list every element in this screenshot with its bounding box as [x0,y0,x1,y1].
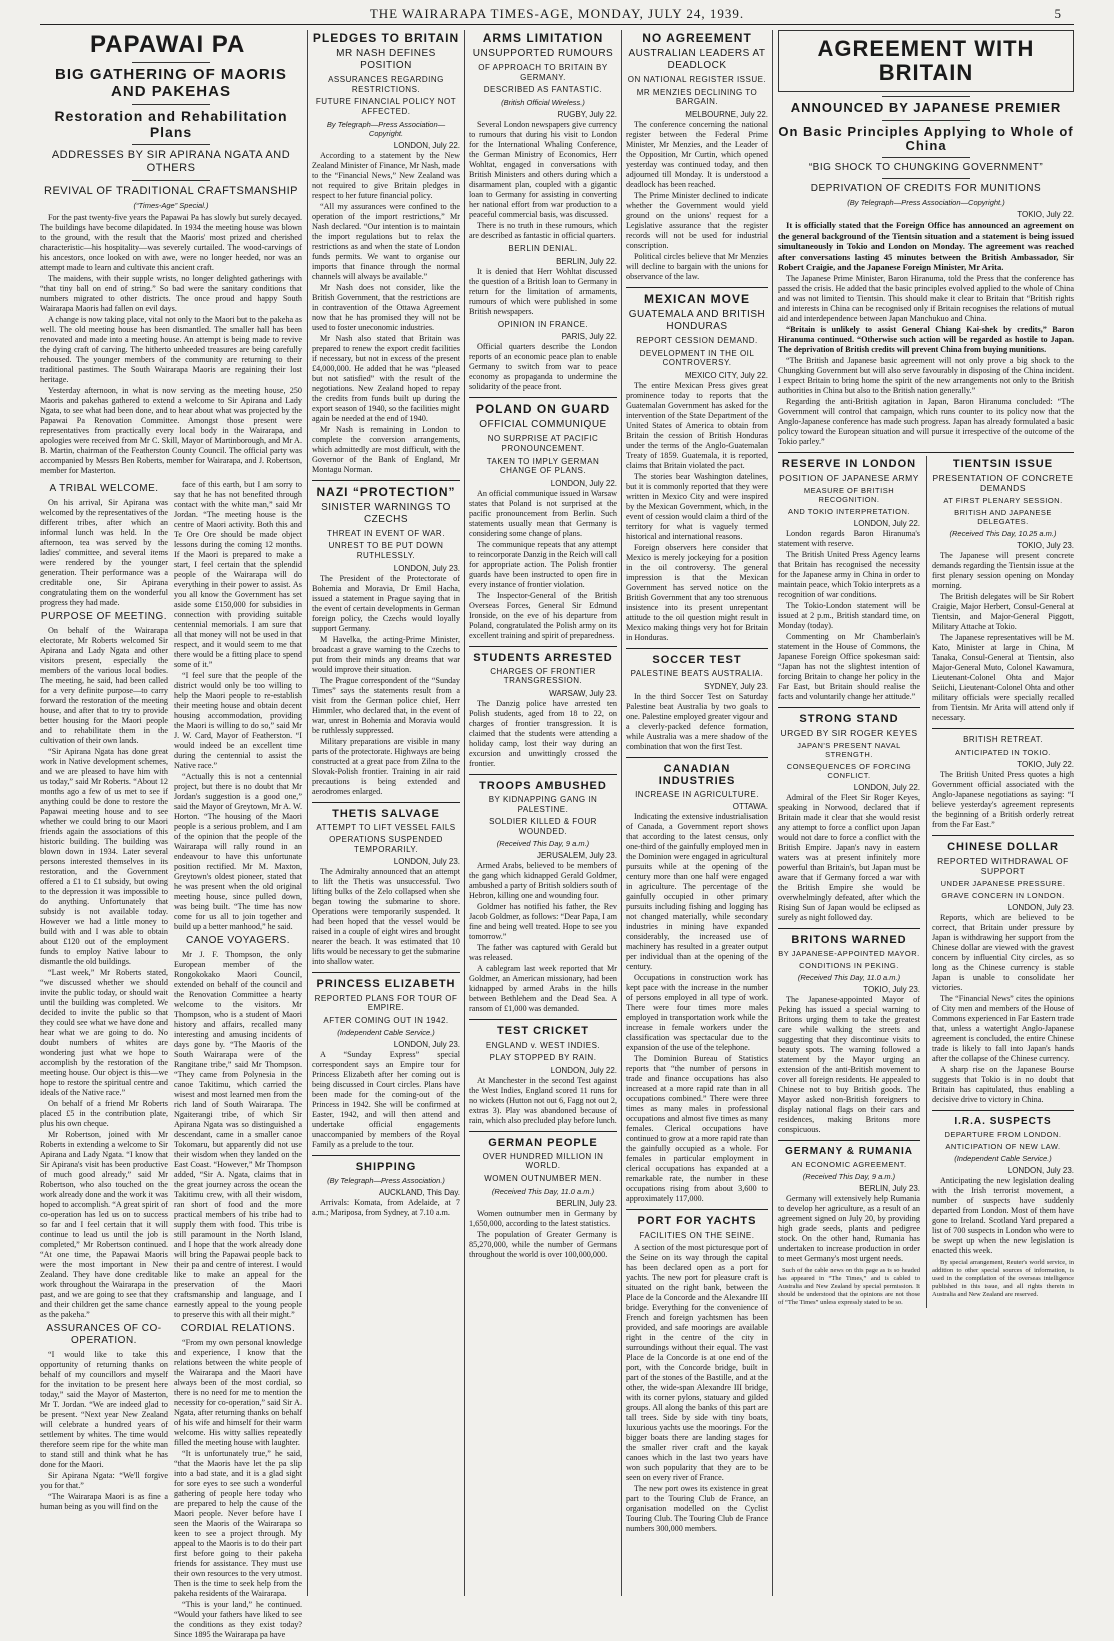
german-credit: (Received This Day, 11.0 a.m.) [491,1186,595,1196]
german-subhead: OVER HUNDRED MILLION IN WORLD. [482,1151,604,1171]
tientsin-credit: (Received This Day, 10.25 a.m.) [949,529,1057,539]
canadian-article [626,757,768,1205]
troops-headline: TROOPS AMBUSHED [479,780,607,792]
column-papawai [40,30,302,1639]
tientsin-subhead-3: BRITISH AND JAPANESE DELEGATES. [954,508,1052,527]
paragraph: On his arrival, Sir Apirana was welcomed by the representatives of the different tribes, after which an informal lunch was held. In the afternoon, tea was served by the ladies' committee, and several items were rendered by the younger generation. Their performance was a creditable one, Sir Apirana congratulating them on the wonderful progress they had made. [40,497,168,607]
dateline: PARIS, July 22. [561,332,617,342]
paragraph: Admiral of the Fleet Sir Roger Keyes, speaking in Norwood, declared that if Britain made it clear that she would resist any attempt to force a conflict upon Japan would not dare to force a conflict with the British Empire. Japan's navy in eastern waters was at present infinitely more powerful than Britain's, but Japan must be aware that if Germany forced a war with the British Empire she would be overwhelmingly defeated, after which the Rising Sun of Japan would be eclipsed as surely as night followed day. [778,793,920,923]
paragraph: “From my own personal knowledge and experience, I know that the relations between the white people of the Wairarapa and the Maori have always been of the most cordial, so there is no need for me to mention the necessity for co-operation,” said Sir A. Ngata, after returning thanks on behalf of his wife and himself for their warm welcome. His witty sallies repeatedly filled the meeting house with laughter. [174,1337,302,1447]
paragraph: The British delegates will be Sir Robert Craigie, Major Herbert, Consul-General at Tientsin, and Major-General Piggott, Military Attache at Tokio. [932,592,1074,632]
reuters-notice: By special arrangement, Reuter's world service, in addition to other special sources of information, is used in the compilation of the overseas intelligence published in this issue, and all rights therein in Australia and New Zealand are reserved. [932,1259,1074,1298]
paragraph: The Dominion Bureau of Statistics reports that “the number of persons in trade and finance occupations has also increased at a more rapid rate than in all occupations combined.” There were three times as many males in professional occupations and almost five times as many females. Clerical occupations have continued to grow at a more rapid rate than the gainfully occupied as a whole. For females in particular employment in clerical occupations has expanded at a remarkable rate, the number in these occupations rising from about 3,600 to approximately 117,000. [626,1054,768,1204]
cricket-subhead: ENGLAND v. WEST INDIES. [485,1040,601,1050]
german-article [469,1131,617,1260]
column-7 [926,456,1074,1308]
poland-subhead-2: NO SURPRISE AT PACIFIC PRONOUNCEMENT. [487,434,599,453]
papawai-paragraph: Yesterday afternoon, in what is now serving as the meeting house, 250 Maoris and pakehas gathered to extend a welcome to Sir Apirana and Lady Ngata, to see what had been done, and to hear about what was projected by the Papawai Pa Renovation Committee. Amongst those present were representatives from practically every local body in the Wairarapa, and apologies were received from Mr C. Skill, Mayor of Martinborough, and Mr A. B. Martin, chairman of the Featherston County Council. The official party was accompanied by Messrs Ben Roberts, member for Wairarapa, and J. Robertson, member for Masterton. [40,385,302,475]
keyes-subhead-2: JAPAN'S PRESENT NAVAL STRENGTH. [797,741,901,760]
troops-subhead-2: SOLDIER KILLED & FOUR WOUNDED. [489,817,597,836]
paragraph: The population of Greater Germany is 85,270,000, while the number of Germans throughout the world is over 100,000,000. [469,1229,617,1259]
divider [132,62,211,63]
paragraph: “This is your land,” he continued. “Would your fathers have liked to see the conditions as they exist today? Since 1895 the Wairarapa pa have [174,1599,302,1639]
papawai-subhead-2: Restoration and Rehabilitation Plans [54,108,288,140]
paragraph: According to a statement by the New Zealand Minister of Finance, Mr Nash, made to the “Financial News,” New Zealand was not required to give Britain pledges in respect to her future financial policy. [312,150,460,200]
column-rule [307,30,308,1596]
masthead [40,6,1074,24]
rumania-credit: (Received This Day, 9 a.m.) [802,1172,896,1182]
paragraph: The communique repeats that any attempt to reincorporate Danzig in the Reich will call for appropriate action. The Polish frontier guards have been instructed to open fire in every instance of frontier violation. [469,539,618,589]
paragraph: Military preparations are visible in many parts of the protectorate. Highways are being constructed at a great pace from Zilna to the Slovak-Polish frontier. Training in air raid precautions is being extended and aerodromes enlarged. [312,736,460,796]
agreement-dateline: MELBOURNE, July 22. [685,109,768,119]
pledges-headline: PLEDGES TO BRITAIN [312,31,460,45]
keyes-subhead: URGED BY SIR ROGER KEYES [780,728,918,739]
retreat-headline: BRITISH RETREAT. [963,735,1043,745]
retreat-dateline: TOKIO, July 22. [1017,759,1074,769]
poland-subhead: OFFICIAL COMMUNIQUE [479,419,607,431]
papawai-headline: PAPAWAI PA [90,31,246,58]
soccer-article [626,648,768,752]
paragraph: On behalf of the Wairarapa electorate, Mr Roberts welcomed Sir Apirana and Lady Ngata and other visitors present, especially the members of the various local bodies. The meeting, he said, had been called for a very definite purpose—to carry forward the restoration of the meeting house, and after that to try to provide better housing for the Maori people and to rehabilitate them in the cultivation of their own lands. [40,625,168,745]
section-heading: OPINION IN FRANCE. [497,319,589,329]
students-dateline: WARSAW, July 23. [549,689,617,698]
paragraph: Political circles believe that Mr Menzies will decline to bargain with the unions for observance of the law. [626,251,768,281]
yachts-subhead: FACILITIES ON THE SEINE. [639,1230,755,1240]
agreement-subhead-2: ON NATIONAL REGISTER ISSUE. [627,75,767,85]
retreat-article [932,728,1074,830]
paragraph: Occupations in construction work has kept pace with the increase in the number of persons employed in all type of work. There were four times more males employed in transportation work while the increase in female workers under the classification was spectacular due to the expansion of the use of the telephone. [626,973,768,1053]
paragraph: The Japanese will present concrete demands regarding the Tientsin issue at the first plenary session opening on Monday morning. [932,551,1074,591]
divider [132,144,211,145]
paragraph: The entire Mexican Press gives great prominence today to reports that the Guatemalan Government has asked for the intervention of the State Department of the United States of America to obtain from Britain the cession of British Honduras under the terms of the Anglo-Guatemalan Treaty of 1859. Guatemala, it is reported, claims that Britain violated the pact. [626,380,768,470]
thetis-article [312,802,460,968]
section-heading: CORDIAL RELATIONS. [180,1322,296,1334]
nazi-dateline: LONDON, July 23. [393,563,460,573]
paragraph: Arrivals: Komata, from Adelaide, at 7 a.m.; Mariposa, from Sydney, at 7.10 a.m. [312,1198,460,1218]
paragraph: The President of the Protectorate of Bohemia and Moravia, Dr Emil Hacha, issued a statement in Prague saying that in the event of certain developments in German foreign policy, the Czechs would loyally support Germany. [312,573,460,633]
keyes-headline: STRONG STAND [799,712,899,725]
mexican-subhead-3: DEVELOPMENT IN THE OIL CONTROVERSY. [639,348,755,368]
paragraph: There is no truth in these rumours, which are described as fantastic in official quarters. [469,220,617,240]
agreement-subhead: AUSTRALIAN LEADERS AT DEADLOCK [628,48,766,72]
column-rule [772,30,773,1596]
paragraph: A sharp rise on the Japanese Bourse suggests that Tokio is in no doubt that Britain has capitulated, thus enabling a decisive drive to victory in China. [932,1065,1074,1105]
dollar-article [932,835,1074,1105]
paragraph: “All my assurances were confined to the operation of the import restrictions,” Mr Nash declared. “Our intention is to maintain the import regulations but to relax the restrictions as and when the state of London funds permits. We want to organise our imports that finance through the normal channels will always be available.” [312,201,460,281]
mexican-headline: MEXICAN MOVE [643,291,750,306]
britons-warned-article [778,928,920,1135]
agreement-subhead-3: MR MENZIES DECLINING TO BARGAIN. [636,87,758,107]
elizabeth-article [312,972,460,1150]
students-subhead: CHARGES OF FRONTIER TRANSGRESSION. [490,666,596,686]
pledges-credit: By Telegraph—Press Association—Copyright. [326,119,446,138]
paragraph: At Manchester in the second Test against the West Indies, England scored 11 runs for no wickets (Hutton not out 6, Fagg not out 2, extras 3). Play was abandoned because of rain, which also precluded play before lunch. [469,1075,617,1125]
thetis-subhead-2: OPERATIONS SUSPENDED TEMPORARILY. [329,835,443,854]
paragraph: Foreign observers here consider that Mexico is merely jockeying for a position in the oil controversy. The general impression is that the Mexican Government has served notice on the British Government that any too strenuous insistence into its present unrepentant attitude to the oil question might result in Mexico making things very hot for Britain in Honduras. [626,542,768,642]
paragraph: The Prague correspondent of the “Sunday Times” says the statements result from a visit from the German police chief, Herr Himmler, who declared that, in the event of war, unrest in Bohemia and Moravia would be ruthlessly suppressed. [312,675,460,735]
poland-article [469,397,617,641]
britain-credit: (By Telegraph—Press Association—Copyright.) [847,198,1005,208]
keyes-subhead-3: CONSEQUENCES OF FORCING CONFLICT. [786,762,912,781]
paragraph: The “Financial News” cites the opinions of City men and members of the House of Commons experienced in Far Eastern trade that, unless a watertight Anglo-Japanese agreement is concluded, the entire Chinese trade is likely to fall into Japan's hands after the collapse of the Chinese currency. [932,994,1074,1064]
arms-credit: (British Official Wireless.) [501,97,585,107]
troops-credit: (Received This Day, 9 a.m.) [496,839,590,849]
elizabeth-credit: (Independent Cable Service.) [337,1028,435,1038]
paragraph: “I would like to take this opportunity of returning thanks on behalf of my councillors and myself for the invitation to be present here today,” said the Mayor of Masterton, Mr T. Jordan. “We are indeed glad to be present. “Next year New Zealand will celebrate a hundred years of settlement by whites. The time would therefore seem ripe for the white man to stand still and think what he has done for the Maori. [40,1349,168,1469]
britain-subhead: ANNOUNCED BY JAPANESE PREMIER [790,100,1062,116]
papawai-paragraph: The maidens, with their supple wrists, no longer delighted gatherings with “that tiny ball on end of string.” So bad were the sanitary conditions that numbers migrated to other districts. The once proud and happy South Wairarapa Maoris had fallen on evil days. [40,273,302,313]
section-heading: A TRIBAL WELCOME. [49,482,159,494]
pledges-subhead: MR NASH DEFINES POSITION [336,48,436,72]
paragraph: The conference concerning the national register between the Federal Prime Minister, Mr Menzies, and the Leader of the Opposition, Mr Curtin, which opened yesterday was continued today, and then adjourned till Monday. It is understood a deadlock has been reached. [626,119,768,189]
elizabeth-dateline: LONDON, July 23. [393,1040,460,1050]
column-rule [621,30,622,1596]
paragraph: Anticipating the new legislation dealing with the Irish terrorist movement, a number of suspects have suddenly departed from London. Most of them have gone to Ireland. Scotland Yard prepared a list of 700 suspects in London who were to be swept up when the new legislation is enacted this week. [932,1176,1074,1256]
column-rule [464,30,465,1596]
canadian-dateline: OTTAWA. [732,802,768,812]
poland-headline: POLAND ON GUARD [475,402,611,417]
paragraph: Mr Nash also stated that Britain was prepared to renew the export credit facilities if necessary, but not in excess of the present £4,000,000. He added that he was “pleased but not satisfied” with the result of the negotiations. New Zealand hoped to repay the credits from funds built up during the export season of 1940, so the facilities might again be needed at the end of 1940. [312,333,460,423]
retreat-subhead: ANTICIPATED IN TOKIO. [955,747,1051,757]
paragraph: Official quarters describe the London reports of an economic peace plan to enable Germany to switch from war to peace economy as propaganda to undermine the solidarity of the peace front. [469,342,617,392]
reserve-subhead-3: AND TOKIO INTERPRETATION. [788,506,910,516]
paragraph: The Tokio-London statement will be issued at 2 p.m., British standard time, on Monday (today). [778,600,920,630]
shipping-credit: (By Telegraph—Press Association.) [327,1176,445,1186]
britain-headline: AGREEMENT WITH BRITAIN [817,36,1035,86]
nazi-article [312,480,460,797]
tientsin-subhead-2: AT FIRST PLENARY SESSION. [943,496,1063,506]
page-number: 5 [1054,6,1062,21]
britain-subhead-2: On Basic Principles Applying to Whole of China [778,123,1074,153]
reserve-subhead-2: MEASURE OF BRITISH RECOGNITION. [803,485,895,504]
canadian-subhead: INCREASE IN AGRICULTURE. [635,789,759,799]
britons-warned-dateline: TOKIO, July 23. [863,985,920,995]
paragraph: In the third Soccer Test on Saturday Palestine beat Australia by two goals to one. Palestine employed greater vigour and a cleverly-packed defence formation, while Australia was a mere shadow of the combination that won the first Test. [626,691,768,751]
papawai-subhead-1: BIG GATHERING OF MAORIS AND PAKEHAS [55,66,287,100]
paragraph: The British United Press quotes a high Government official associated with the Anglo-Japanese negotiations as saying: “I believe yesterday's agreement represents the beginning of a British orderly retreat from the Far East.” [932,769,1074,829]
paragraph: Regarding the anti-British agitation in Japan, Baron Hiranuma concluded: “The Government will control that campaign, which runs counter to its policy now that the Anglo-Japanese conference has made such progress. Japan has already formulated a basic policy toward the European situation and will pursue it irrespective of the outcome of the Tokio parley.” [778,396,1074,446]
paragraph: Armed Arabs, believed to be members of the gang which kidnapped Gerald Goldmer, ambushed a party of British soldiers south of Hebron, killing one and wounding four. [469,861,617,901]
agreement-headline: NO AGREEMENT [642,31,752,45]
thetis-dateline: LONDON, July 23. [393,857,460,867]
troops-article [469,774,617,1014]
paragraph: “The British and Japanese basic agreement will not only prove a big shock to the Chungking Government but will also serve favourably in disposing of the China incident. I expect Britain to bring home the spirit of the new arrangements not only to the British authorities in China but also to the British nation generally.” [778,355,1074,395]
elizabeth-headline: PRINCESS ELIZABETH [316,978,456,991]
paragraph: The Danzig police have arrested ten Polish students, aged from 18 to 22, on charges of frontier transgression. It is claimed that the students were attending a holiday camp, lost their way during an excursion and unwittingly crossed the frontier. [469,699,617,768]
paragraph: London regards Baron Hiranuma's statement with reserve. [778,528,920,548]
soccer-subhead: PALESTINE BEATS AUSTRALIA. [630,669,764,679]
paragraph: Sir Apirana Ngata: “We'll forgive you for that.” [40,1470,168,1490]
britons-warned-subhead: BY JAPANESE-APPOINTED MAYOR. [778,949,920,959]
paragraph: Mr Nash does not consider, like the British Government, that the restrictions are in contravention of the Ottawa Agreement now that he has promised they will not be used to foster uneconomic industries. [312,282,460,332]
reserve-subhead: POSITION OF JAPANESE ARMY [779,472,919,483]
masthead-rule [40,24,1074,25]
paragraph: “Britain is unlikely to assist General Chiang Kai-shek by credits,” Baron Hiranuma continued. “Otherwise such action will be regarded as hostile to Japan. The deprivation of British credits will prevent China from buying munitions. [778,324,1074,354]
papawai-paragraph: A change is now taking place, vital not only to the Maori but to the pakeha as well. The old meeting house has been dismantled. The smaller hall has been renovated and made into a meeting house. An attempt is being made to revive the dying craft of carving. The hitherto unheeded treasures are being carefully rehoused. The younger members of the community are returning to their traditional pastimes. The South Wairarapa Maoris are regaining their lost heritage. [40,314,302,384]
column-6 [778,456,920,1308]
thetis-subhead: ATTEMPT TO LIFT VESSEL FAILS [316,822,456,832]
paragraph: The Japanese Prime Minister, Baron Hiranuma, told the Press that the conference has passed the crisis. He added that the basic principles evolved applied to the whole of China and was not limited to Tientsin. This should make it clear to Britain that “British rights and interests in China can be recognised only if Britain recognises the relations of mutual aid and interdependence between Japan Manchukuo and China. [778,273,1074,323]
paragraph: Goldmer has notified his father, the Rev Jacob Goldmer, as follows: “Dear Papa, I am fine and being well treated. Hope to see you tomorrow.” [469,902,617,942]
rumania-headline: GERMANY & RUMANIA [785,1146,913,1158]
arms-headline: ARMS LIMITATION [482,31,604,45]
papawai-left-column [40,480,168,1641]
paragraph: Reports, which are believed to be correct, that Britain under pressure by Japan is withdrawing her support from the Chinese dollar are viewed with the gravest concern by influential City circles, as so long as the Chinese currency is stable Japan is unable to consolidate her victories. [932,913,1074,993]
shipping-headline: SHIPPING [355,1161,417,1174]
paragraph: The new port owes its existence in great part to the Touring Club de France, an organisation modelled on the Cyclist Touring Club. The Touring Club de France numbers 300,000 members. [626,1484,768,1534]
papawai-paragraph: For the past twenty-five years the Papawai Pa has slowly but surely decayed. The buildings have become dilapidated. In 1934 the meeting house was blown to the ground, with the result that the Maoris' most prized and cherished characteristic—his hospitality—was severely curtailed. The wood-carvings of his ancestors, once looked on with awe, were no longer heeded, nor was an attempt made to learn and cultivate this ancient craft. [40,212,302,272]
papawai-credit: (“Times-Age” Special.) [133,200,209,210]
paragraph: “Sir Apirana Ngata has done great work in Native development schemes, and we are pleased to have him with us today,” said Mr Roberts. “About 12 months ago a few of us met to see if anything could be done to restore the Papawai meeting house and to see whether we could bring to our Maori friends again the associations of this historic building. The building was blown down in 1934. Later several persons interested themselves in its restoration, and the Government offered a £1 to £1 subsidy, but owing to the depression it was impossible to do anything. Unfortunately that subsidy is not available today. However we had a little money to build with and I was able to obtain about £120 out of the employment funds to employ Native labour to dismantle the old buildings. [40,746,168,966]
nazi-subhead: SINISTER WARNINGS TO CZECHS [321,501,451,525]
elizabeth-subhead: REPORTED PLANS FOR TOUR OF EMPIRE. [314,993,458,1013]
britons-warned-credit: (Received This Day, 11.0 a.m.) [797,973,901,983]
paragraph: M Havelka, the acting-Prime Minister, broadcast a grave warning to the Czechs to put from their minds any dreams that war would improve their situation. [312,634,460,674]
britain-dateline: TOKIO, July 22. [1017,210,1074,220]
keyes-article [778,707,920,923]
dateline: BERLIN, July 22. [556,256,617,266]
paragraph: The British United Press Agency learns that Britain has recognised the necessity for the Japanese army in China in order to maintain peace, which Tokio interprets as a recognition of war conditions. [778,549,920,599]
paragraph: Mr Robertson, joined with Mr Roberts in extending a welcome to Sir Apirana and Lady Ngata. “I know that Sir Apirana's visit has been productive of much good already,” said Mr Robertson, who also touched on the work already done and the work it was hoped to accomplish. “A great spirit of co-operation has led us on to success so far and I feel certain that it will continue to lead us until the job is completed,” Mr Robertson continued. “At one time, the Papawai Maoris were the most important in New Zealand. They have done creditable work throughout the Wairarapa in the past, and we are going to see that they and their children get the same chance as the pakeha.” [40,1129,168,1319]
paragraph: Mr J. F. Thompson, the only European member of the Rongokokako Maori Council, extended on behalf of the council and the Renovation Committee a hearty welcome to the visitors. Mr Thompson, who is a student of Maori history and affairs, recalled many interesting and amusing incidents of days gone by. “The Maoris of the South Wairarapa were of the Rangitane tribe,” said Mr Thompson. “They came from Polynesia in the canoe Takitimu, which carried the wisest and most learned men from the rich land of South Wairarapa. The Ngaiterangi tribe, of which Sir Apirana Ngata was so distinguished a descendant, came in a smaller canoe Tokomaru, but apparently did not use their wisdom when they landed on the East Coast. “However,” Mr Thompson added, “Sir A. Ngata, claims that in the great journey across the ocean the Takitimu crew, with all their wisdom, ran short of food and the more practical members of his tribe had to supply them with food. This tribe is still paramount in the North Island, and I hope that the work already done will bring the Papawai people back to their pa and centre of interest. I would like to make an appeal for the preservation of the Maori craftsmanship and language, and I earnestly appeal to the young people to preserve this with all their might.” [174,949,302,1319]
section-heading: PURPOSE OF MEETING. [40,610,168,622]
masthead-title: THE WAIRARAPA TIMES-AGE, MONDAY, JULY 24, 1939. [369,6,745,21]
paragraph: The stories bear Washington datelines, but it is commonly reported that they were written in Mexico City and were inspired by the Mexican Government, which, in the event of cession would claim a third of the territory for what is vaguely termed historical and international reasons. [626,471,768,541]
column-6-7 [778,30,1074,1596]
cricket-headline: TEST CRICKET [496,1025,590,1038]
paragraph: “Last week,” Mr Roberts stated, “we discussed whether we should invite the public today, or should wait until the building was completed. We decided to invite the public so that they could see what we have done and hear what we are going to do. No doubt numbers of whites are wondering just what we hope to accomplish by the restoration of the meeting house. Our object is this—we hope to restore the spiritual centre and ideals of the Native race.” [40,967,168,1097]
cricket-subhead-2: PLAY STOPPED BY RAIN. [489,1053,597,1063]
rumania-article [778,1140,920,1307]
nazi-headline: NAZI “PROTECTION” [316,484,456,499]
divider [882,157,971,158]
divider [882,96,971,97]
paragraph: A “Sunday Express” special correspondent says an Empire tour for Princess Elizabeth after her coming out is being discussed in Court circles. Plans have been made for the coming-out of the Princess in 1942. She will be confirmed at Easter, 1942, and will then attend and undertake official engagements unaccompanied by members of the Royal Family as a prelude to the tour. [312,1050,460,1150]
paragraph: The Japanese representatives will be M. Kato, Minister at large in China, M Tanaka, Consul-General at Tientsin, also Major-General Muto, Colonel Kawamura, Lieutenant-Colonel Ohta and Major Seiichi, Lieutenant-Colonel Ohta and other military officials were specially recalled from Tientsin. Mr Arita will attend only if necessary. [932,633,1074,723]
rumania-dateline: BERLIN, July 23. [859,1184,920,1194]
papawai-right-column [174,480,302,1641]
ira-credit: (Independent Cable Service.) [954,1154,1052,1164]
britons-warned-headline: BRITONS WARNED [791,934,907,947]
cricket-dateline: LONDON, July 22. [550,1065,617,1075]
paragraph: The Inspector-General of the British Overseas Forces, General Sir Edmund Ironside, on the eve of his departure from Poland, congratulated the Polish army on its excellent training and spirit of preparedness. [469,590,617,640]
mexican-subhead-2: REPORT CESSION DEMAND. [636,336,758,346]
paragraph: A section of the most picturesque port of the Seine on its way through the capital has been declared open as a port for yachts. The new port for pleasure craft is situated on the right bank, between the Place de la Concorde and the Alexandre III bridge. Everything for the convenience of French and foreign yachtsmen has been provided, and safe moorings are available right in the centre of the city in surroundings without their equal. The vast Place de la Concorde is at one end of the port, with the Concorde bridge, built in part of the stones of the Bastille, and at the other, the wide-span Alexandre III bridge, with its corner pylons, statuary and gilded groups. All along the banks of this part are tall trees. Side by side with tiny boats, luxurious yachts use the moorings. For the bigger boats there are landing stages for the smaller river craft and the kayak canoes which in the last two years have won such popularity that they are to be seen on every river of France. [626,1243,768,1483]
papawai-subhead-3: ADDRESSES BY SIR APIRANA NGATA AND OTHERS [51,149,291,175]
arms-dateline: RUGBY, July 22. [557,109,617,119]
students-headline: STUDENTS ARRESTED [473,651,613,664]
britain-lead: It is officially stated that the Foreign Office has announced an agreement on the general background of the Tientsin situation and a statement is being issued simultaneously in Tokio and London on Monday. The agreement was reached after conversations lasting 45 minutes between the British Ambassador, Sir Robert Craigie, and the Japanese Foreign Minister, Mr Arita. [778,220,1074,273]
paragraph: Mr Nash is remaining in London to complete the conversion arrangements, which admittedly are most difficult, with the Governor of the Bank of England, Mr Montagu Norman. [312,424,460,474]
nazi-subhead-3: UNREST TO BE PUT DOWN RUTHLESSLY. [328,541,444,560]
dollar-subhead-2: UNDER JAPANESE PRESSURE. [940,879,1066,889]
students-article [469,646,617,769]
tientsin-dateline: TOKIO, July 23. [1017,541,1074,551]
pledges-dateline: LONDON, July 22. [393,140,460,150]
shipping-article [312,1155,460,1218]
paragraph: An official communique issued in Warsaw states that Poland is not surprised at the pacific pronouncement from Berlin. Such statements usually mean that Germany is considering some change of plans. [469,488,617,538]
soccer-headline: SOCCER TEST [652,653,742,666]
britain-subhead-4: DEPRIVATION OF CREDITS FOR MUNITIONS [810,183,1042,195]
paragraph: The Prime Minister declined to indicate whether the Government would yield ground on the unions' request for a Legislative assurance that the register records will not be used for industrial conscription. [626,190,768,250]
paragraph: Women outnumber men in Germany by 1,650,000, according to the latest statistics. [469,1208,617,1228]
canadian-headline: CANADIAN INDUSTRIES [658,762,736,787]
papawai-subhead-4: REVIVAL OF TRADITIONAL CRAFTSMANSHIP [44,184,298,197]
column-4 [469,30,617,1596]
elizabeth-subhead-2: AFTER COMING OUT IN 1942. [323,1015,449,1025]
paragraph: On behalf of a friend Mr Roberts placed £5 in the contribution plate, plus his own cheque. [40,1098,168,1128]
tientsin-headline: TIENTSIN ISSUE [952,457,1054,470]
dollar-subhead-3: GRAVE CONCERN IN LONDON. [941,891,1065,901]
ira-subhead-2: ANTICIPATION OF NEW LAW. [945,1142,1061,1152]
paragraph: “Actually this is not a centennial project, but there is no doubt that Mr Jordan's suggestion is a good one,” said the Mayor of Greytown, Mr A. W. Horton. “The housing of the Maori people is a serious problem, and I am of the opinion that the people of the Wairarapa will rally round in an endeavour to have this unfortunate position rectified. Mr M. Maxton, Greytown's oldest pioneer, stated that he was present when the old original meeting house, since pulled down, was being built. “The time has now come for us all to join together and build up a better manhood,” he said. [174,771,302,931]
paragraph: Germany will extensively help Rumania to develop her agriculture, as a result of an agreement signed on July 20, by providing high grade seeds, plants and pedigree stock. On the other hand, Rumania has undertaken to increase production in order to meet Germany's most urgent needs. [778,1194,920,1264]
nazi-subhead-2: THREAT IN EVENT OF WAR. [327,528,445,538]
tientsin-subhead: PRESENTATION OF CONCRETE DEMANDS [932,472,1074,493]
paragraph: “The Wairarapa Maori is as fine a human being as you will find on the [40,1491,168,1511]
dollar-dateline: LONDON, July 23. [1007,903,1074,913]
column-5 [626,30,768,1596]
britain-subhead-3: “BIG SHOCK TO CHUNGKING GOVERNMENT” [808,162,1044,174]
section-heading: CANOE VOYAGERS. [185,934,290,946]
britain-headline-box [778,30,1074,92]
britons-warned-subhead-2: CONDITIONS IN PEKING. [799,961,899,971]
rumania-subhead: AN ECONOMIC AGREEMENT. [791,1160,907,1170]
ira-headline: I.R.A. SUSPECTS [954,1116,1052,1128]
thetis-headline: THETIS SALVAGE [332,807,440,820]
paragraph: “I feel sure that the people of the district would only be too willing to help the Maori people to re-establish their meeting house and obtain decent housing accommodation, providing the Maori is willing to do so,” said Mr J. W. Card, Mayor of Featherston. “I would indeed be an excellent time during the centennial to assist the Native race.” [174,670,302,770]
poland-subhead-3: TAKEN TO IMPLY GERMAN CHANGE OF PLANS. [486,456,600,476]
cricket-article [469,1019,617,1125]
german-dateline: BERLIN, July 23. [556,1198,617,1208]
divider [882,120,971,121]
troops-subhead: BY KIDNAPPING GANG IN PALESTINE. [488,795,598,814]
paragraph: Commenting on Mr Chamberlain's statement in the House of Commons, the Japanese Foreign Office spokesman said: “Japan has not the slightest intention of forcing Britain to change her policy in the Far East, but Britain should realise the facts and voluntarily change her attitude.” [778,631,920,701]
section-heading: BERLIN DENIAL. [508,243,578,253]
pledges-subhead-2: ASSURANCES REGARDING RESTRICTIONS. [328,75,444,94]
ira-dateline: LONDON, July 23. [1007,1166,1074,1176]
mexican-subhead: GUATEMALA AND BRITISH HONDURAS [628,309,766,333]
shipping-dateline: AUCKLAND, This Day. [378,1188,460,1198]
column-3 [312,30,460,1596]
arms-subhead-3: DESCRIBED AS FANTASTIC. [483,85,603,95]
reserve-dateline: LONDON, July 22. [853,518,920,528]
dollar-subhead: REPORTED WITHDRAWAL OF SUPPORT [937,855,1069,877]
reserve-headline: RESERVE IN LONDON [781,457,917,470]
ira-subhead: DEPARTURE FROM LONDON. [944,1130,1062,1140]
yachts-article [626,1209,768,1534]
poland-dateline: LONDON, July 22. [550,478,617,488]
arms-subhead: UNSUPPORTED RUMOURS [472,48,614,60]
mexican-article [626,287,768,643]
german-headline: GERMAN PEOPLE [488,1136,598,1149]
keyes-dateline: LONDON, July 22. [853,783,920,793]
paragraph: It is denied that Herr Wohltat discussed the question of a British loan to Germany in return for the limitation of armaments, rumours of which were published in some British newspapers. [469,266,617,316]
ira-article [932,1110,1074,1299]
soccer-dateline: SYDNEY, July 23. [704,681,768,691]
yachts-headline: PORT FOR YACHTS [637,1215,757,1228]
section-heading: ASSURANCES OF CO-OPERATION. [46,1322,162,1346]
arms-subhead-2: OF APPROACH TO BRITAIN BY GERMANY. [478,63,608,82]
german-subhead-2: WOMEN OUTNUMBER MEN. [484,1174,602,1184]
paragraph: The Admiralty announced that an attempt to lift the Thetis was unsuccessful. Two lifting bulks of the Zelo collapsed when she began towing the submarine to shore. Operations were temporarily suspended. It had been hoped that the vessel would be raised in a couple of eight wires and brought nearer the beach. It was estimated that 10 lifts would be necessary to get the submarine into shallow water. [312,867,460,967]
troops-dateline: JERUSALEM, July 23. [536,851,617,861]
divider [882,178,971,179]
paragraph: “It is unfortunately true,” he said, “that the Maoris have let the pa slip into a bad state, and it is a glad sight for sore eyes to see such a wonderful gathering of people here today who are prepared to help the cause of the Maori people. Never before have I seen the Maoris of the Wairarapa so keen to see a project through. My appeal to the Maoris is to do their part first before going to their pakeha friends for assistance. They must use their own resources to the very utmost. Then is the time to seek help from the pakeha residents of the Wairarapa. [174,1448,302,1598]
paragraph: face of this earth, but I am sorry to say that he has not benefited through contact with the white man,” said Mr Jordan. “The meeting house is the centre of Maori activity. Both this and Te Ore Ore should be made object lessons during the coming 12 months. If the Maori is prepared to make a start, I feel certain that the splendid people of the Wairarapa will do everything in their power to assist. As you all know the Government has set aside some £150,000 for subsidies in connection with providing suitable centennial memorials. I am sure that all that money will not be used in that respect, and it would seem to me that there would be a fitting place to spend some of it.” [174,479,302,669]
paragraph: The father was captured with Gerald but was released. [469,943,617,963]
paragraph: A cablegram last week reported that Mr Goldmer, an American missionary, had been kidnapped by armed Arabs in the hills between Bethlehem and the Dead Sea. A ransom of £1,000 was demanded. [469,964,617,1014]
pledges-subhead-3: FUTURE FINANCIAL POLICY NOT AFFECTED. [315,97,457,116]
paragraph: Indicating the extensive industrialisation of Canada, a Government report shows that according to the latest census, only one-third of the gainfully employed men in the Dominion were engaged in agricultural pursuits while at the opening of the century more than one half were engaged in agriculture. The percentage of the gainfully occupied in other primary pursuits including fishing and logging has not changed materially, while secondary industries in mining have expanded considerably, the increased use of machinery has resulted in a greater output per individual than at the opening of the century. [626,812,768,972]
divider [132,104,211,105]
divider [132,180,211,181]
paragraph: The Japanese-appointed Mayor of Peking has issued a special warning to Britons urging them to take the greatest care while walking the streets and suggesting that they discontinue visits to beauty spots. The warning followed a statement by the Mayor urging an extension of the anti-British movement to cover all foreign residents. He appealed to Chinese not to buy British goods. The Mayor asked non-British foreigners to display national flags on their cars and residences, making Britons more conspicuous. [778,995,920,1135]
times-notice: Such of the cable news on this page as is so headed has appeared in “The Times,” and is cabled to Australia and New Zealand by special permission. It should be understood that the opinions are not those of “The Times” unless expressly stated to be so. [778,1267,920,1307]
mexican-dateline: MEXICO CITY, July 22. [685,370,768,380]
paragraph: Several London newspapers give currency to rumours that during his visit to London for the International Whaling Conference, the German Ministry of Economics, Herr Wohltat, engaged in conversations with British Ministers and others during which a disarmament plan, coupled with a gigantic loan to Germany for assisting in converting her national effort from war production to a peaceful commercial basis, was discussed. [469,119,617,219]
dollar-headline: CHINESE DOLLAR [947,840,1059,853]
